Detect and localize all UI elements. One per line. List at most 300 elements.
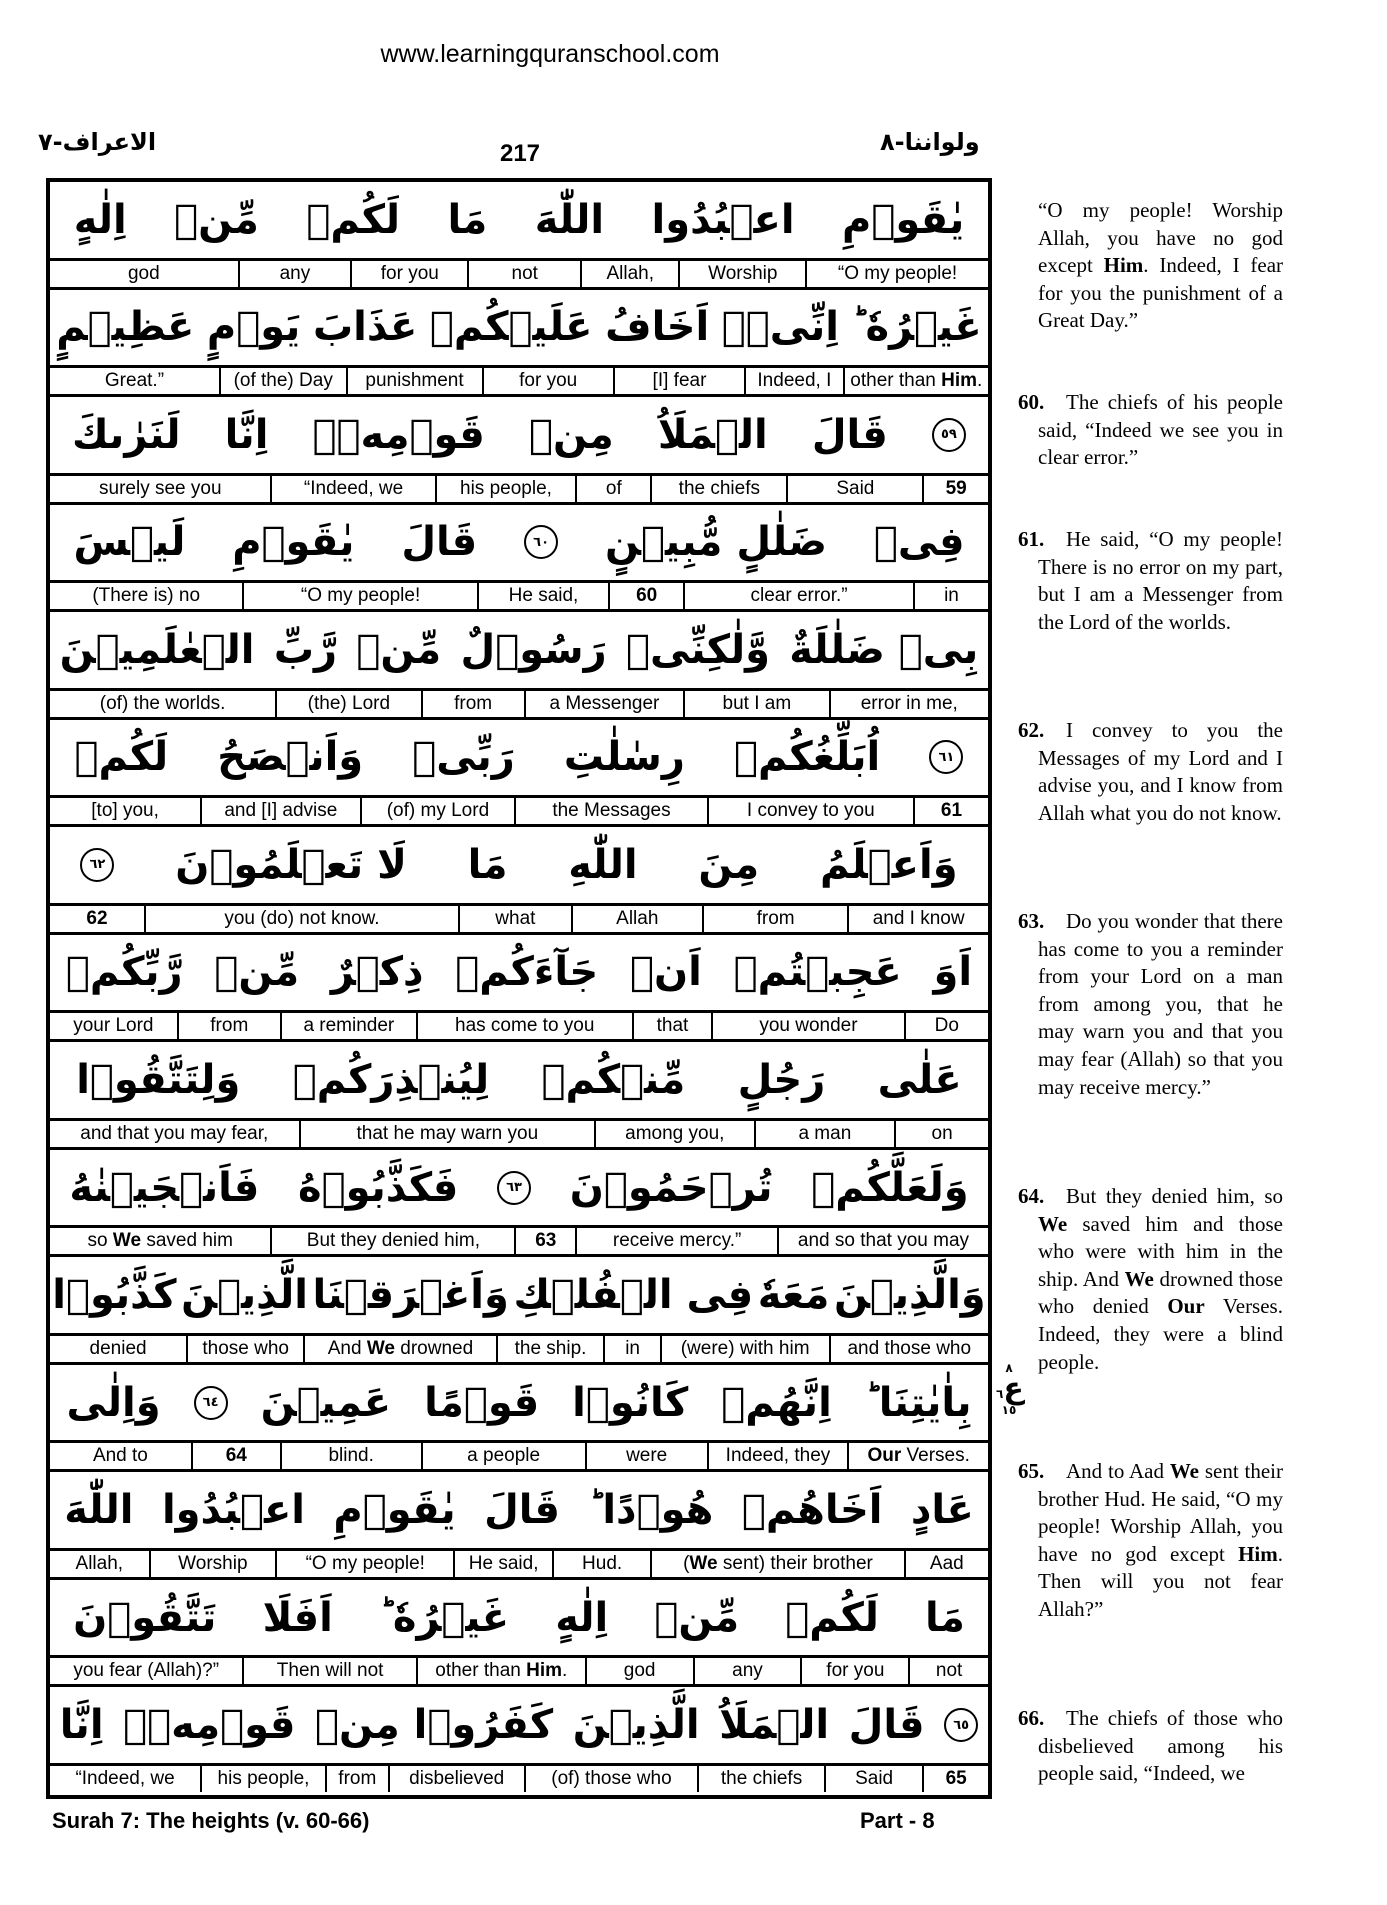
english-meaning-cell <box>805 261 988 287</box>
arabic-word: غَيۡرُهٗ ؕ <box>851 304 982 351</box>
meaning-text: but I am <box>722 692 792 714</box>
english-meaning-cell <box>299 1121 594 1147</box>
english-meaning-cell <box>707 798 913 824</box>
meaning-text: (There is) no <box>92 585 201 607</box>
meaning-text: 63 <box>535 1230 557 1252</box>
english-meaning-cell <box>50 798 200 824</box>
meaning-text: clear error.” <box>750 585 848 607</box>
arabic-word: رِسٰلٰتِ <box>563 734 685 781</box>
verse-block <box>50 397 988 505</box>
meaning-text: Worship <box>178 1552 248 1574</box>
arabic-word: رَبِّیۡ <box>412 734 515 781</box>
english-row <box>50 368 988 397</box>
english-meaning-cell <box>678 261 805 287</box>
meaning-text: those who <box>202 1337 289 1359</box>
arabic-word: لَكُمۡ <box>306 196 401 243</box>
arabic-row <box>50 505 988 584</box>
english-row <box>50 1443 988 1472</box>
english-meaning-cell <box>50 1658 242 1684</box>
arabic-word: فَاَنۡجَيۡنٰهُ <box>69 1164 260 1211</box>
meaning-text: in <box>944 585 959 607</box>
arabic-row <box>50 1580 988 1659</box>
english-meaning-cell <box>242 1658 416 1684</box>
english-meaning-cell <box>580 261 678 287</box>
meaning-text: 61 <box>940 800 963 822</box>
english-meaning-cell <box>650 476 786 502</box>
meaning-text-after: saved him <box>141 1230 233 1252</box>
english-meaning-cell <box>346 368 482 394</box>
arabic-row <box>50 827 988 906</box>
meaning-text: And to <box>92 1445 148 1467</box>
english-row <box>50 583 988 612</box>
verse-number-cell <box>514 1228 575 1254</box>
verse-text <box>1018 1458 1283 1624</box>
verse-text <box>1018 1705 1283 1788</box>
translation-verse <box>1018 1183 1283 1376</box>
meaning-text: And <box>327 1337 367 1359</box>
english-meaning-cell <box>242 583 477 609</box>
english-meaning-cell <box>603 1336 659 1362</box>
meaning-text: receive mercy.” <box>612 1230 742 1252</box>
english-meaning-cell <box>552 1551 650 1577</box>
meaning-text: god <box>127 262 160 284</box>
verse-number: 62. <box>1018 718 1045 742</box>
meaning-text: “Indeed, we <box>303 477 404 499</box>
english-meaning-cell <box>575 1228 777 1254</box>
arabic-word: بِیۡ ضَلٰلَةٌ <box>789 626 979 673</box>
arabic-word: فِیۡ <box>873 519 965 566</box>
arabic-word: رَجُلٍ <box>737 1057 826 1104</box>
english-meaning-cell <box>303 1336 495 1362</box>
english-meaning-cell <box>458 906 571 932</box>
meaning-text: 59 <box>945 477 967 499</box>
meaning-text: “Indeed, we <box>75 1767 175 1789</box>
verse-text <box>1018 526 1283 636</box>
verse-block <box>50 1472 988 1580</box>
meaning-text: (of) my Lord <box>386 800 490 822</box>
verse-block <box>50 1257 988 1365</box>
text-run: I convey to you the Messages of my Lord and I advise you, and I know from Allah what you do not know. <box>1038 718 1283 825</box>
arabic-row <box>50 1042 988 1121</box>
english-meaning-cell <box>416 1013 632 1039</box>
meaning-text: and those who <box>847 1337 972 1359</box>
english-row <box>50 1551 988 1580</box>
verse-text <box>1018 1183 1283 1376</box>
english-row <box>50 1013 988 1042</box>
arabic-word: عَلَيۡكُمۡ <box>429 304 593 351</box>
arabic-word: وَاَغۡرَقۡنَا <box>312 1272 509 1319</box>
arabic-word: لَيۡسَ <box>73 519 186 566</box>
text-run: The chiefs of those who disbelieved among his people said, “Indeed, we <box>1038 1706 1283 1786</box>
arabic-word: اللّٰهَ <box>534 196 605 243</box>
english-meaning-cell <box>482 368 613 394</box>
arabic-word: كَذَّبُوۡا <box>52 1272 177 1319</box>
ayah-number-marker: ٦٥ <box>944 1708 978 1742</box>
english-meaning-cell <box>275 691 420 717</box>
arabic-word: بِاٰيٰتِنَا ؕ <box>864 1379 972 1426</box>
meaning-text: disbelieved <box>409 1767 505 1789</box>
ayah-number-marker: ٦٠ <box>524 525 558 559</box>
meaning-text: other than <box>435 1660 527 1682</box>
arabic-word: وَاِلٰی <box>66 1379 161 1426</box>
verse-number-cell <box>191 1443 280 1469</box>
meaning-text: his people, <box>217 1767 310 1789</box>
meaning-text: a Messenger <box>549 692 660 714</box>
meaning-text: for you <box>380 262 439 284</box>
arabic-row <box>50 935 988 1014</box>
english-row <box>50 1121 988 1150</box>
meaning-text: 62 <box>86 907 108 929</box>
arabic-row <box>50 1472 988 1551</box>
meaning-text: and that you may fear, <box>80 1122 269 1144</box>
arabic-row <box>50 1257 988 1336</box>
arabic-word: مَا <box>467 841 508 888</box>
english-meaning-cell <box>632 1013 712 1039</box>
arabic-word: قَوۡمًا <box>424 1379 540 1426</box>
ayah-number-marker: ٦٢ <box>80 848 114 882</box>
english-meaning-cell <box>908 1658 988 1684</box>
english-meaning-cell <box>585 1658 693 1684</box>
meaning-text: Said <box>836 477 875 499</box>
meaning-text: Then will not <box>276 1660 384 1682</box>
arabic-word: قَوۡمِهٖۤ <box>312 411 485 458</box>
meaning-text: (of) the worlds. <box>99 692 226 714</box>
verse-block <box>50 935 988 1043</box>
english-meaning-cell <box>50 1443 191 1469</box>
meaning-text-after: . <box>977 370 983 392</box>
english-meaning-cell <box>50 1013 177 1039</box>
english-meaning-cell <box>800 1658 908 1684</box>
arabic-row <box>50 1687 988 1766</box>
arabic-word: عَذَابَ <box>312 304 418 351</box>
meaning-text: a people <box>467 1445 541 1467</box>
meaning-text: for you <box>519 370 578 392</box>
english-meaning-cell <box>524 691 683 717</box>
english-meaning-cell <box>177 1013 280 1039</box>
meaning-text: in <box>625 1337 640 1359</box>
bold-word: We <box>1124 1266 1154 1291</box>
meaning-text: of <box>605 477 622 499</box>
verse-block <box>50 290 988 398</box>
meaning-text: your Lord <box>73 1015 154 1037</box>
meaning-text: god <box>623 1660 656 1682</box>
english-meaning-cell <box>50 1551 148 1577</box>
meaning-text: what <box>495 907 536 929</box>
english-meaning-cell <box>650 1551 903 1577</box>
arabic-word: هُوۡدًا ؕ <box>588 1487 714 1534</box>
english-row <box>50 906 988 935</box>
meaning-text: (of) those who <box>551 1767 672 1789</box>
arabic-word: الَّذِيۡنَ <box>181 1272 308 1319</box>
footer-surah-title: Surah 7: The heights (v. 60-66) <box>52 1808 370 1833</box>
meaning-text: from <box>210 1015 249 1037</box>
verse-block <box>50 1150 988 1258</box>
arabic-word: وَالَّذِيۡنَ <box>833 1272 986 1319</box>
text-run: But they denied him, so <box>1066 1184 1283 1208</box>
meaning-text: Allah, <box>606 262 654 284</box>
arabic-word: اللّٰهِ <box>568 841 638 888</box>
translation-verse <box>1018 526 1283 636</box>
arabic-word: اِلٰهٍ <box>555 1594 609 1641</box>
verse-number-cell <box>913 798 988 824</box>
english-meaning-cell <box>238 261 351 287</box>
meaning-text: so <box>87 1230 113 1252</box>
english-meaning-cell <box>416 1658 585 1684</box>
english-meaning-cell <box>50 583 242 609</box>
arabic-word: وَلِتَتَّقُوۡا <box>76 1057 241 1104</box>
english-row <box>50 1766 988 1792</box>
arabic-word: عَمِيۡنَ <box>260 1379 392 1426</box>
arabic-word: اِنَّهُمۡ <box>721 1379 832 1426</box>
english-meaning-cell <box>144 906 458 932</box>
english-meaning-cell <box>904 1013 988 1039</box>
english-meaning-cell <box>777 1228 988 1254</box>
ruku-marker <box>996 1362 1022 1416</box>
arabic-word: تَتَّقُوۡنَ <box>73 1594 217 1641</box>
english-meaning-cell <box>280 1443 421 1469</box>
english-meaning-cell <box>702 906 847 932</box>
ayah-number-marker: ٦١ <box>929 740 963 774</box>
meaning-text: Do <box>934 1015 959 1037</box>
translation-verse <box>1018 717 1283 827</box>
meaning-text: a man <box>798 1122 852 1144</box>
meaning-text: 64 <box>225 1445 247 1467</box>
verse-text <box>1018 389 1283 472</box>
english-meaning-cell <box>280 1013 416 1039</box>
verse-block <box>50 1687 988 1795</box>
english-meaning-cell <box>270 1228 514 1254</box>
english-meaning-cell <box>219 368 346 394</box>
meaning-text: But they denied him, <box>306 1230 480 1252</box>
arabic-word: يٰقَوۡمِ <box>842 196 965 243</box>
verse-number: 64. <box>1018 1184 1045 1208</box>
english-meaning-cell <box>477 583 608 609</box>
english-meaning-cell <box>186 1336 303 1362</box>
english-meaning-cell <box>50 476 270 502</box>
meaning-text: any <box>279 262 311 284</box>
english-meaning-cell <box>711 1013 903 1039</box>
text-run: sent their brother Hud. He said, “O my people! Worship Allah, you have no god except <box>1038 1459 1284 1566</box>
bold-word: Him <box>1103 253 1144 278</box>
arabic-word: كَانُوۡا <box>572 1379 689 1426</box>
meaning-text: error in me, <box>860 692 958 714</box>
footer-part: Part - 8 <box>860 1808 935 1833</box>
arabic-row <box>50 1365 988 1444</box>
meaning-text: not <box>935 1660 963 1682</box>
text-run: . Indeed, I fear for you the punishment of a Great Day.” <box>1038 253 1284 333</box>
arabic-word: يٰقَوۡمِ <box>232 519 355 566</box>
arabic-word: مَا <box>447 196 488 243</box>
meaning-text: that <box>656 1015 689 1037</box>
meaning-text: Worship <box>708 262 778 284</box>
verse-block <box>50 1580 988 1688</box>
text-run: And to Aad <box>1066 1459 1170 1483</box>
english-meaning-cell <box>913 583 988 609</box>
arabic-word: اعۡبُدُوا <box>161 1487 305 1534</box>
arabic-word: اَخَافُ <box>605 304 710 351</box>
ruku-number: ١٥ <box>1001 1403 1017 1417</box>
arabic-word: مِّنۡ <box>214 949 300 996</box>
english-row <box>50 476 988 505</box>
meaning-text: Indeed, they <box>725 1445 831 1467</box>
bold-word: We <box>1038 1211 1068 1236</box>
verse-number: 65. <box>1018 1459 1045 1483</box>
english-meaning-cell <box>829 1336 988 1362</box>
arabic-word: لَكُمۡ <box>74 734 169 781</box>
arabic-word: لَكُمۡ <box>785 1594 879 1641</box>
meaning-text-after: . <box>562 1660 568 1682</box>
english-meaning-cell <box>683 583 913 609</box>
arabic-word: اِنِّیۡۤ <box>721 304 839 351</box>
english-meaning-cell <box>200 1766 325 1792</box>
verse-number: 63. <box>1018 909 1045 933</box>
meaning-text: (of the) Day <box>233 370 333 392</box>
arabic-word: اِلٰهٍ <box>73 196 127 243</box>
english-meaning-cell <box>360 798 515 824</box>
arabic-word: قَالَ <box>811 411 888 458</box>
verse-block <box>50 1365 988 1473</box>
verse-text <box>1018 717 1283 827</box>
verse-block <box>50 1042 988 1150</box>
english-meaning-cell <box>575 476 650 502</box>
english-meaning-cell <box>50 691 275 717</box>
meaning-text: and [I] advise <box>224 800 338 822</box>
meaning-text: for you <box>826 1660 885 1682</box>
english-row <box>50 691 988 720</box>
arabic-word: وَاَنۡصَحُ <box>217 734 364 781</box>
verse-block <box>50 612 988 720</box>
meaning-text: “O my people! <box>300 585 421 607</box>
meaning-text: not <box>511 262 538 284</box>
english-meaning-cell <box>660 1336 829 1362</box>
arabic-word: قَالَ <box>401 519 478 566</box>
text-run: “O my people! Worship Allah, you have no god except <box>1038 198 1283 278</box>
bold-word: Our <box>1167 1294 1205 1319</box>
meaning-text: 65 <box>945 1767 967 1789</box>
verse-number: 66. <box>1018 1706 1045 1730</box>
meaning-text: Allah <box>616 907 659 929</box>
translation-verse <box>1018 197 1283 335</box>
meaning-text: has come to you <box>455 1015 595 1037</box>
verse-text <box>1018 908 1283 1101</box>
arabic-word: اِنَّا <box>59 1702 104 1749</box>
arabic-word: الۡعٰلَمِيۡنَ <box>59 626 255 673</box>
text-run: saved him and those who were with him in the ship. And <box>1038 1211 1283 1291</box>
meaning-text: Hud. <box>582 1552 623 1574</box>
meaning-text-after: Verses. <box>901 1445 970 1467</box>
meaning-text: denied <box>89 1337 147 1359</box>
english-meaning-cell <box>435 476 576 502</box>
verse-number-cell <box>50 906 144 932</box>
english-meaning-cell <box>149 1551 276 1577</box>
meaning-text: He said, <box>508 585 579 607</box>
meaning-text: “O my people! <box>837 262 958 284</box>
arabic-word: ذِكۡرٌ <box>330 949 424 996</box>
ayah-number-marker: ٦٤ <box>194 1386 228 1420</box>
arabic-word: عَلٰی <box>877 1057 962 1104</box>
verse-block <box>50 827 988 935</box>
verse-number-cell <box>608 583 683 609</box>
english-meaning-cell <box>904 1551 988 1577</box>
meaning-text-after: sent) their brother <box>717 1552 873 1574</box>
meaning-text: from <box>756 907 795 929</box>
meaning-text: “O my people! <box>305 1552 425 1574</box>
meaning-text: the chiefs <box>720 1767 803 1789</box>
meaning-text: punishment <box>365 370 464 392</box>
english-meaning-cell <box>824 1766 922 1792</box>
meaning-text: the Messages <box>552 800 671 822</box>
arabic-word: قَوۡمِهٖۤ <box>123 1702 296 1749</box>
meaning-text: 60 <box>636 585 658 607</box>
arabic-word: اَخَاهُمۡ <box>741 1487 883 1534</box>
meaning-text: [I] fear <box>652 370 707 392</box>
english-meaning-cell <box>754 1121 895 1147</box>
arabic-word: عَادٍ <box>910 1487 974 1534</box>
english-meaning-cell <box>847 906 988 932</box>
meaning-text: Said <box>855 1767 894 1789</box>
meaning-text: (the) Lord <box>307 692 391 714</box>
english-meaning-cell <box>786 476 922 502</box>
arabic-word: وَلَعَلَّكُمۡ <box>811 1164 969 1211</box>
bold-word: Him <box>1238 1541 1278 1566</box>
english-row <box>50 261 988 290</box>
arabic-word: غَيۡرُهٗ ؕ <box>378 1594 510 1641</box>
meaning-bold-text: Our <box>867 1445 902 1467</box>
arabic-word: لَا تَعۡلَمُوۡنَ <box>175 841 407 888</box>
english-meaning-cell <box>613 368 744 394</box>
meaning-bold-text: We <box>366 1337 395 1359</box>
meaning-text: blind. <box>328 1445 374 1467</box>
verse-number: 61. <box>1018 527 1045 551</box>
arabic-word: لَنَرٰٮكَ <box>72 411 181 458</box>
arabic-word: الۡمَلَاُ <box>719 1702 830 1749</box>
english-meaning-cell <box>421 691 524 717</box>
meaning-bold-text: We <box>689 1552 718 1574</box>
verse-number-cell <box>922 476 988 502</box>
text-run: drowned those who denied <box>1038 1266 1283 1319</box>
arabic-word: مِنۡ <box>528 411 614 458</box>
meaning-text: that he may warn you <box>356 1122 539 1144</box>
arabic-row <box>50 1150 988 1229</box>
arabic-word: لِيُنۡذِرَكُمۡ <box>292 1057 490 1104</box>
english-meaning-cell <box>50 1766 200 1792</box>
english-meaning-cell <box>325 1766 388 1792</box>
english-meaning-cell <box>421 1443 585 1469</box>
meaning-text: [to] you, <box>91 800 159 822</box>
arabic-word: رَسُوۡلٌ <box>460 626 607 673</box>
arabic-word: مِنَ <box>698 841 760 888</box>
site-url: www.learningquranschool.com <box>380 40 720 68</box>
meaning-text: surely see you <box>99 477 222 499</box>
meaning-text: a reminder <box>303 1015 395 1037</box>
verse-block <box>50 720 988 828</box>
arabic-word: رَّبِّ <box>273 626 338 673</box>
english-meaning-cell <box>894 1121 988 1147</box>
english-meaning-cell <box>707 1443 848 1469</box>
meaning-text: any <box>732 1660 763 1682</box>
page-number: 217 <box>499 140 541 167</box>
arabic-word: عَجِبۡتُمۡ <box>733 949 902 996</box>
english-meaning-cell <box>571 906 702 932</box>
english-meaning-cell <box>388 1766 524 1792</box>
text-run: He said, “O my people! There is no error on my part, but I am a Messenger from the Lord of the worlds. <box>1038 527 1283 634</box>
arabic-word: عَظِيۡمٍ <box>56 304 195 351</box>
verse-number: 60. <box>1018 390 1045 414</box>
meaning-text: Aad <box>929 1552 964 1574</box>
english-row <box>50 798 988 827</box>
english-meaning-cell <box>829 691 988 717</box>
text-run: Do you wonder that there has come to you a reminder from your Lord on a man from among you, that he may warn you and that you may fear (Allah) so that you may receive mercy.” <box>1038 909 1283 1099</box>
